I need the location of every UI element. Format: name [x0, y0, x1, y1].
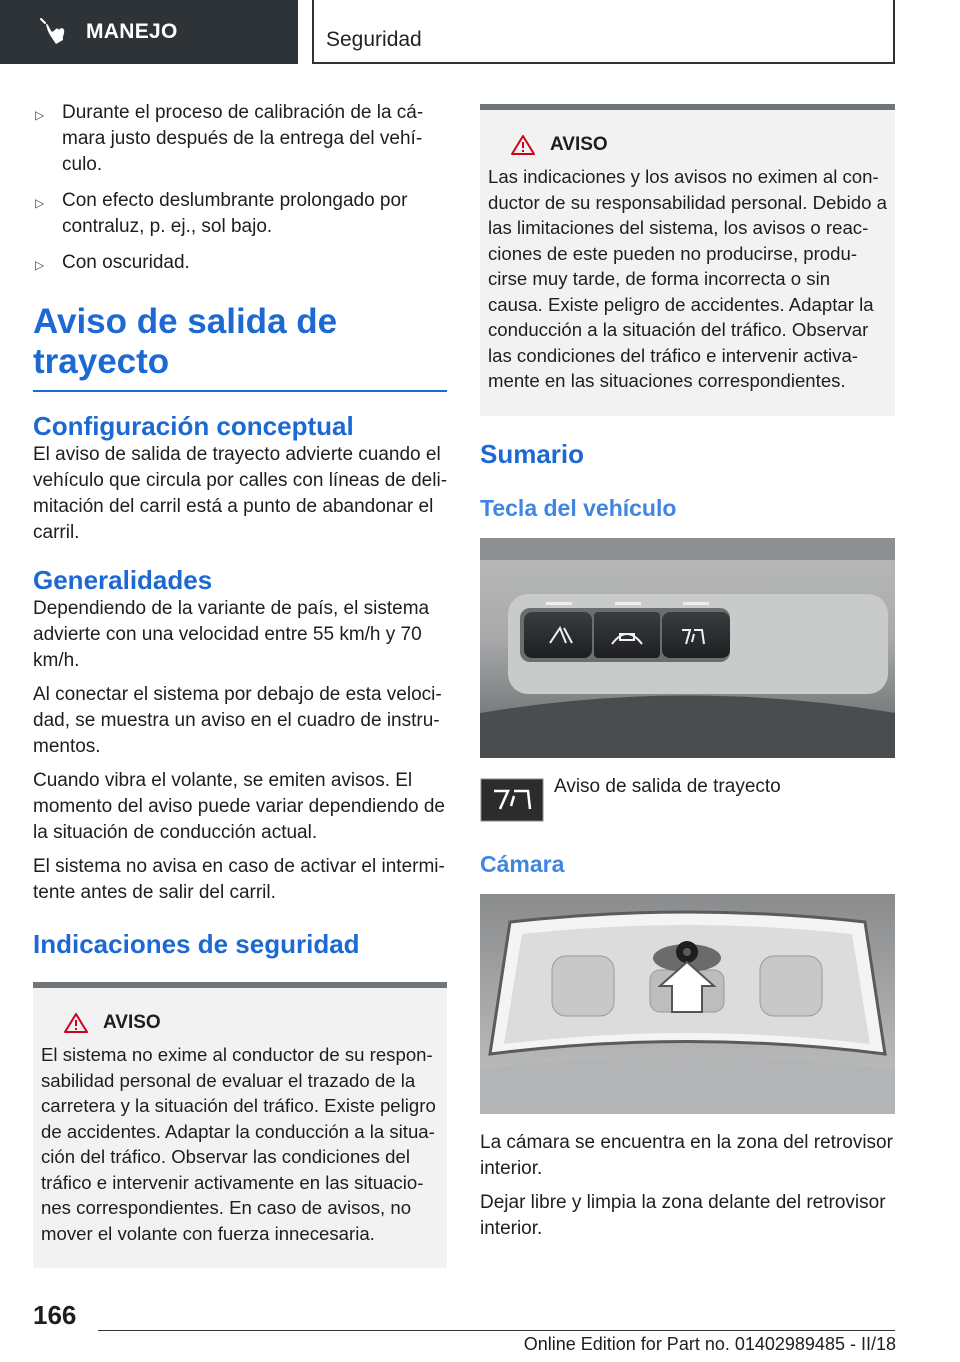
heading-concept: Configuración conceptual	[33, 411, 354, 441]
triangle-bullet-icon: ▷	[35, 258, 45, 272]
section-label: MANEJO	[86, 20, 178, 43]
heading-camera: Cámara	[480, 850, 565, 877]
heading-general: Generalidades	[33, 565, 213, 595]
heading-summary: Sumario	[480, 438, 585, 469]
warning-title: AVISO	[550, 134, 608, 155]
list-item: ▷ Con oscuridad.	[33, 250, 447, 276]
driving-hand-icon	[38, 16, 70, 48]
section-tab	[0, 0, 298, 64]
heading-vehicle-button: Tecla del vehículo	[480, 494, 677, 521]
general-paragraph: Dependiendo de la variante de país, el sistema advierte con una velocidad entre 55 km/h y 70 km/h.	[33, 598, 430, 671]
page-title: Seguridad	[326, 28, 422, 51]
vehicle-button-photo	[480, 538, 895, 758]
warning-box	[33, 982, 447, 1268]
general-paragraph: El sistema no avisa en caso de activar el intermitente antes de salir del carril.	[33, 856, 445, 903]
general-paragraph: Cuando vibra el volante, se emiten avisos. El momento del aviso puede variar dependiendo de la situación de conducción actual.	[33, 770, 445, 843]
lane-departure-icon	[480, 778, 544, 822]
triangle-bullet-icon: ▷	[35, 196, 45, 210]
camera-paragraph: La cámara se encuentra en la zona del retrovisor interior.	[480, 1131, 893, 1179]
warning-title: AVISO	[103, 1012, 161, 1033]
page-number: 166	[33, 1300, 77, 1330]
warning-triangle-icon	[63, 1012, 89, 1034]
right-column	[480, 104, 895, 1242]
footer-rule	[98, 1330, 895, 1331]
camera-photo	[480, 894, 895, 1114]
left-column	[33, 100, 447, 1268]
concept-paragraph: El aviso de salida de trayecto advierte cuando el vehículo que circula por calles con líneas de delimitación del carril está a punto de abandonar el carril.	[33, 444, 448, 543]
warning-triangle-icon	[510, 134, 536, 156]
camera-paragraph: Dejar libre y limpia la zona delante del retrovisor interior.	[480, 1191, 886, 1239]
warning-text: Las indicaciones y los avisos no eximen al conductor de su responsabilidad personal. Debido a las limitaciones del sistema, los avisos o reacciones de este pueden no producirse, producirse muy tarde, de forma incorrecta o sin causa. Existe peligro de accidentes. Adaptar la conducción a la situación del tráfico. Observar las condiciones del tráfico e intervenir activamente en las situaciones correspondientes.	[488, 166, 887, 391]
condition-list	[33, 100, 447, 276]
heading-safety: Indicaciones de seguridad	[33, 929, 360, 959]
triangle-bullet-icon: ▷	[35, 108, 45, 122]
general-paragraph: Al conectar el sistema por debajo de esta velocidad, se muestra un aviso en el cuadro de instrumentos.	[33, 684, 442, 757]
list-item: ▷ Durante el proceso de calibración de la cámara justo después de la entrega del vehículo.	[35, 102, 424, 175]
button-caption: Aviso de salida de trayecto	[554, 775, 781, 797]
edition-note: Online Edition for Part no. 01402989485 - II/18	[523, 1334, 896, 1354]
main-heading: Aviso de salida de trayecto	[33, 302, 447, 392]
warning-box	[480, 104, 895, 416]
list-item: ▷ Con efecto deslumbrante prolongado por contraluz, p. ej., sol bajo.	[35, 190, 408, 237]
warning-text: El sistema no exime al conductor de su responsabilidad personal de evaluar el trazado de la carretera y la situación del tráfico. Existe peligro de accidentes. Adaptar la conducción a la situación del tráfico. Observar las condiciones del tráfico e intervenir activamente en las situaciones correspondientes. En caso de avisos, no mover el volante con fuerza innecesaria.	[41, 1044, 436, 1244]
